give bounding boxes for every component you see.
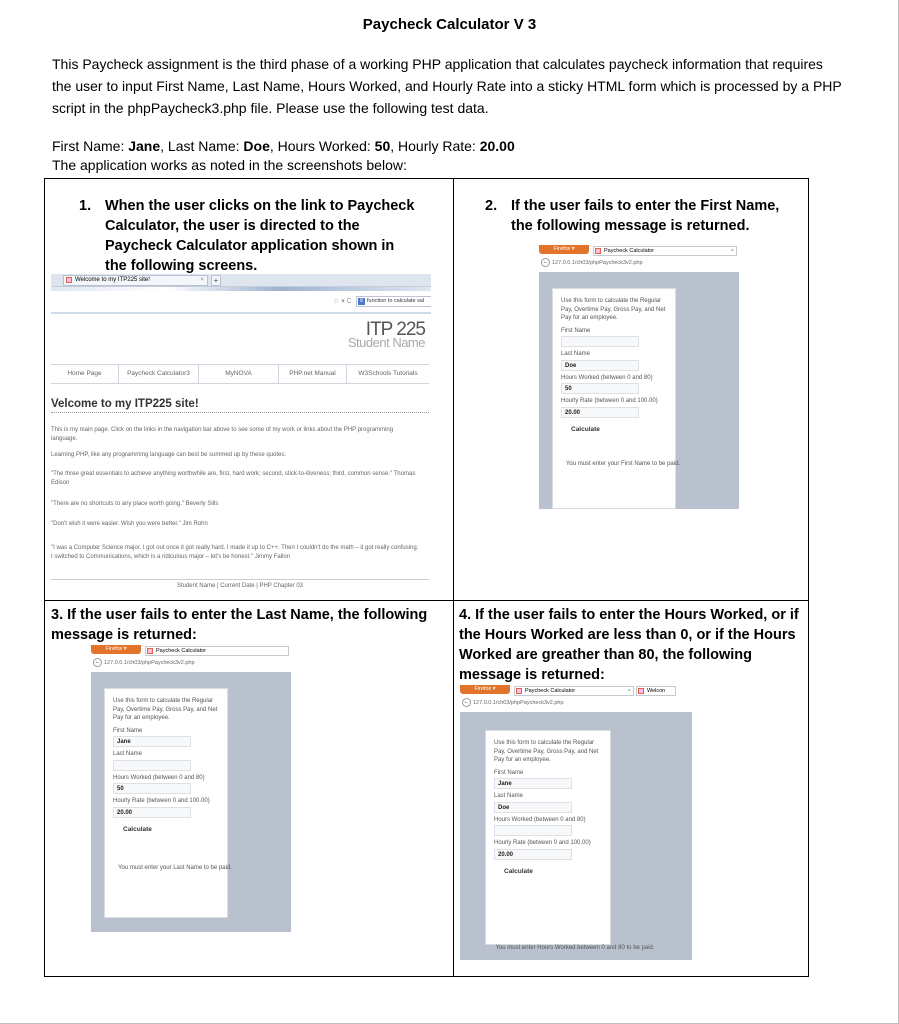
last-name-label: , Last Name:: [160, 138, 244, 154]
table-divider-vertical: [453, 179, 454, 976]
tab-2-title: Welcon: [647, 688, 666, 694]
last-name-label: Last Name: [561, 351, 591, 357]
nav-mynova[interactable]: MyNOVA: [199, 365, 279, 383]
browser-tab[interactable]: [63, 275, 208, 286]
rate-label: , Hourly Rate:: [390, 138, 480, 154]
first-name-label: First Name:: [52, 138, 129, 154]
hours-label: Hours Worked (between 0 and 80): [113, 774, 205, 781]
favicon-icon: [147, 648, 153, 654]
error-message: You must enter your First Name to be paid.: [565, 461, 681, 467]
cell-2-heading: [485, 196, 805, 236]
welcome-heading: Velcome to my ITP225 site!: [51, 398, 429, 413]
rate-label: Hourly Rate (between 0 and 100.00): [494, 840, 591, 846]
nav-phpnet[interactable]: PHP.net Manual: [279, 365, 347, 383]
shot-4-form: [485, 730, 611, 945]
search-engine-icon: 8: [358, 298, 365, 305]
hours-label: Hours Worked (between 0 and 80): [561, 374, 653, 381]
first-name-input[interactable]: Jane: [113, 736, 191, 747]
test-data-line: [52, 137, 842, 156]
url-text: 127.0.0.1/ch03/phpPaycheck3v2.php: [473, 700, 564, 706]
cell-1-heading: [79, 196, 419, 276]
rate-input[interactable]: 20.00: [561, 407, 639, 418]
hours-input[interactable]: 50: [113, 783, 191, 794]
brand-main: ITP 225: [365, 319, 425, 340]
hours-label: Hours Worked (between 0 and 80): [494, 816, 586, 823]
cell-2-text: If the user fails to enter the First Name, the following message is returned.: [511, 198, 780, 234]
hours-label: , Hours Worked:: [269, 138, 375, 154]
shot-3-form: [104, 688, 232, 918]
form-intro: Use this form to calculate the Regular Pay, Overtime Pay, Gross Pay, and Net Pay for an employee.: [561, 298, 666, 321]
test-data-note: The application works as noted in the screenshots below:: [52, 157, 407, 173]
first-name-input[interactable]: [561, 336, 639, 347]
search-text: function to calculate sal: [367, 298, 425, 304]
nav-w3schools[interactable]: W3Schools Tutorials: [358, 370, 418, 377]
back-arrow-icon[interactable]: ←: [463, 699, 470, 706]
close-icon[interactable]: ×: [200, 277, 204, 283]
browser-nav-row: [51, 296, 431, 310]
rate-input[interactable]: 20.00: [494, 849, 572, 860]
rate-input[interactable]: 20.00: [113, 807, 191, 818]
browser-tab-2[interactable]: [636, 686, 676, 696]
first-name-value: Jane: [128, 138, 161, 154]
table-divider-horizontal: [45, 600, 808, 601]
first-name-label: First Name: [113, 727, 143, 734]
firefox-menu-button[interactable]: Firefox ▾: [539, 245, 589, 254]
favicon-icon: [66, 277, 72, 283]
bookmark-star-icon[interactable]: ☆ ▾ C: [333, 298, 352, 305]
last-name-label: Last Name: [494, 793, 524, 799]
last-name-input[interactable]: [113, 760, 191, 771]
cell-1-text: When the user clicks on the link to Paycheck Calculator, the user is directed to the Paycheck Calculator application shown in the following screens.: [105, 198, 415, 274]
back-arrow-icon[interactable]: ←: [542, 259, 549, 266]
first-name-label: First Name: [561, 327, 591, 334]
error-message: You must enter Hours Worked between 0 and 80 to be paid.: [495, 945, 655, 951]
site-paragraph: "The three great essentials to achieve anything worthwhile are, first, hard work; second, stick-to-itiveness; third, common sense." Thomas Edison: [51, 471, 416, 486]
rate-value: 20.00: [479, 138, 515, 154]
intro-paragraph: This Paycheck assignment is the third phase of a working PHP application that calculates paycheck information that requires the user to input First Name, Last Name, Hours Worked, and Hourly Rate into a sticky HTML form which is processed by a PHP script in the phpPaycheck3.php file. Please use the following test data.: [52, 56, 842, 116]
new-tab-button[interactable]: +: [211, 275, 221, 286]
calculate-button[interactable]: Calculate: [123, 825, 152, 833]
brand-sub: Student Name: [347, 335, 425, 350]
rate-label: Hourly Rate (between 0 and 100.00): [113, 798, 210, 804]
form-intro: Use this form to calculate the Regular Pay, Overtime Pay, Gross Pay, and Net Pay for an employee.: [113, 698, 218, 721]
nav-paycheck[interactable]: Paycheck Calculator3: [119, 365, 199, 383]
site-paragraph: This is my main page. Click on the links in the navigation bar above to see some of my work or links about the PHP programming language.: [51, 427, 394, 442]
footer-divider: [51, 579, 429, 580]
favicon-icon: [516, 688, 522, 694]
site-paragraph: "I was a Computer Science major. I got out once it got really hard. I made it up to C++. Then I couldn't do the math – it got really confusing. I switched to Communications, which is a ridiculous major – let's be honest." Jimmy Fallon: [51, 545, 419, 560]
site-footer: Student Name | Current Date | PHP Chapter 03: [176, 583, 304, 589]
firefox-menu-button[interactable]: Firefox ▾: [460, 685, 510, 694]
cell-3-heading: 3. If the user fails to enter the Last Name, the following message is returned:: [51, 607, 428, 643]
search-box[interactable]: [356, 296, 431, 307]
close-icon[interactable]: ×: [627, 688, 631, 694]
last-name-input[interactable]: Doe: [561, 360, 639, 371]
hours-value: 50: [374, 138, 391, 154]
hours-input[interactable]: [494, 825, 572, 836]
favicon-icon: [638, 688, 644, 694]
tab-title: Welcome to my ITP225 site!: [75, 277, 150, 283]
website-screenshot: [51, 274, 431, 596]
url-bar[interactable]: [541, 258, 643, 269]
first-name-label: First Name: [494, 769, 524, 776]
close-icon[interactable]: ×: [730, 248, 734, 254]
url-text: 127.0.0.1/ch03/phpPaycheck3v2.php: [552, 260, 643, 266]
form-intro: Use this form to calculate the Regular Pay, Overtime Pay, Gross Pay, and Net Pay for an employee.: [494, 740, 599, 763]
last-name-value: Doe: [243, 138, 270, 154]
tab-title: Paycheck Calculator: [525, 688, 576, 694]
firefox-menu-button[interactable]: Firefox ▾: [91, 645, 141, 654]
screenshot-table: [44, 178, 809, 977]
site-paragraph: Learning PHP, like any programming language can best be summed up by these quotes:: [51, 452, 287, 458]
browser-tab[interactable]: [145, 646, 289, 656]
toolbar-divider: [51, 312, 431, 314]
last-name-input[interactable]: Doe: [494, 802, 572, 813]
nav-home[interactable]: Home Page: [51, 365, 119, 383]
tab-title: Paycheck Calculator: [156, 648, 207, 654]
shot-2-form: [552, 288, 681, 509]
first-name-input[interactable]: Jane: [494, 778, 572, 789]
site-paragraph: "Don't wish it were easier. Wish you were better." Jim Rohn: [51, 521, 208, 527]
shot-4-browser-chrome: [460, 685, 770, 709]
shot-2-browser-chrome: [539, 245, 739, 269]
last-name-label: Last Name: [113, 751, 143, 757]
document-title: Paycheck Calculator V 3: [362, 16, 537, 33]
browser-tab[interactable]: [514, 686, 634, 696]
hours-input[interactable]: 50: [561, 383, 639, 394]
url-text: 127.0.0.1/ch03/phpPaycheck3v2.php: [104, 660, 195, 666]
cell-1-number: 1.: [79, 198, 92, 214]
cell-4-heading: 4. If the user fails to enter the Hours Worked, or if the Hours Worked are less than 0, or if the Hours Worked are greather than 80, the following message is returned:: [459, 607, 799, 683]
site-nav: [51, 364, 429, 384]
tab-title: Paycheck Calculator: [604, 248, 655, 254]
site-brand: [348, 321, 425, 349]
calculate-button[interactable]: Calculate: [504, 867, 533, 875]
favicon-icon: [595, 248, 601, 254]
back-arrow-icon[interactable]: ←: [94, 659, 101, 666]
site-paragraph: "There are no shortcuts to any place worth going." Beverly Sills: [51, 501, 219, 507]
url-bar[interactable]: [93, 658, 195, 669]
browser-tab[interactable]: [593, 246, 737, 256]
toolbar-gradient: [51, 287, 431, 291]
test-data: [52, 137, 842, 175]
calculate-button[interactable]: Calculate: [571, 425, 600, 433]
error-message: You must enter your Last Name to be paid.: [118, 865, 232, 871]
cell-2-number: 2.: [485, 198, 498, 214]
rate-label: Hourly Rate (between 0 and 100.00): [561, 398, 658, 404]
browser-tab-bar: [51, 274, 431, 287]
url-bar[interactable]: [462, 698, 564, 709]
shot-3-browser-chrome: [91, 645, 291, 669]
